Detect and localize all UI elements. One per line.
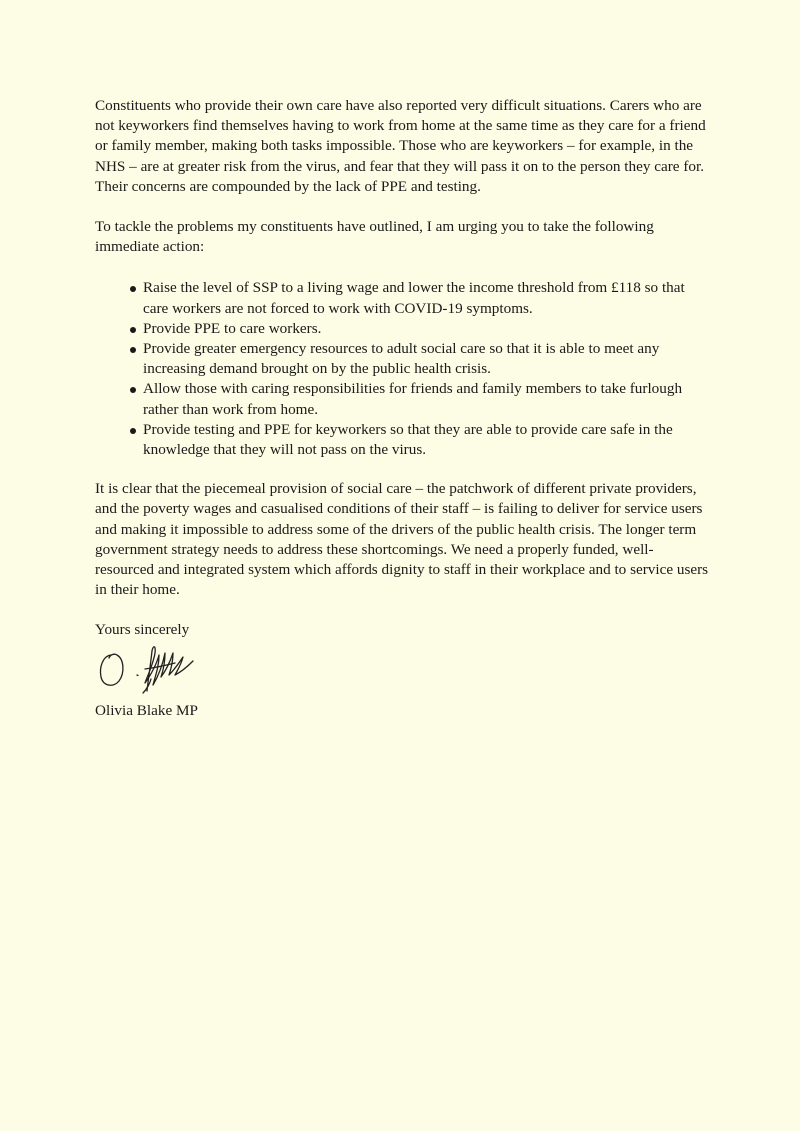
paragraph-carers-situation: Constituents who provide their own care have also reported very difficult situations. Carers who are not keyworkers find themselves having to work from home at the same time as they care for a friend or family member, making both tasks impossible. Those who are keyworkers – for example, in the NHS – are at greater risk from the virus, and fear that they will pass it on to the person they care for. Their concerns are compounded by the lack of PPE and testing.: [95, 97, 706, 195]
paragraph-action-intro: To tackle the problems my constituents have outlined, I am urging you to take the following immediate action:: [95, 218, 654, 256]
action-list-item: Provide PPE to care workers.: [143, 319, 710, 339]
signatory-name: Olivia Blake MP: [95, 701, 198, 719]
signature: [95, 641, 205, 697]
paragraph-social-care: It is clear that the piecemeal provision of social care – the patchwork of different private providers, and the poverty wages and casualised conditions of their staff – is failing to deliver for service users and making it impossible to address some of the drivers of the public health crisis. The longer term government strategy needs to address these shortcomings. We need a properly funded, well-resourced and integrated system which affords dignity to staff in their workplace and to service users in their home.: [95, 480, 709, 599]
action-list-item: Provide testing and PPE for keyworkers so that they are able to provide care safe in the knowledge that they will not pass on the virus.: [143, 420, 710, 460]
action-list-item: Allow those with caring responsibilities for friends and family members to take furlough rather than work from home.: [143, 379, 710, 419]
action-list-item: Raise the level of SSP to a living wage and lower the income threshold from £118 so that care workers are not forced to work with COVID-19 symptoms.: [143, 278, 710, 318]
action-list-item: Provide greater emergency resources to adult social care so that it is able to meet any increasing demand brought on by the public health crisis.: [143, 339, 710, 379]
closing-salutation: Yours sincerely: [95, 621, 190, 639]
letter-body: [95, 96, 710, 721]
action-list: [95, 278, 710, 460]
